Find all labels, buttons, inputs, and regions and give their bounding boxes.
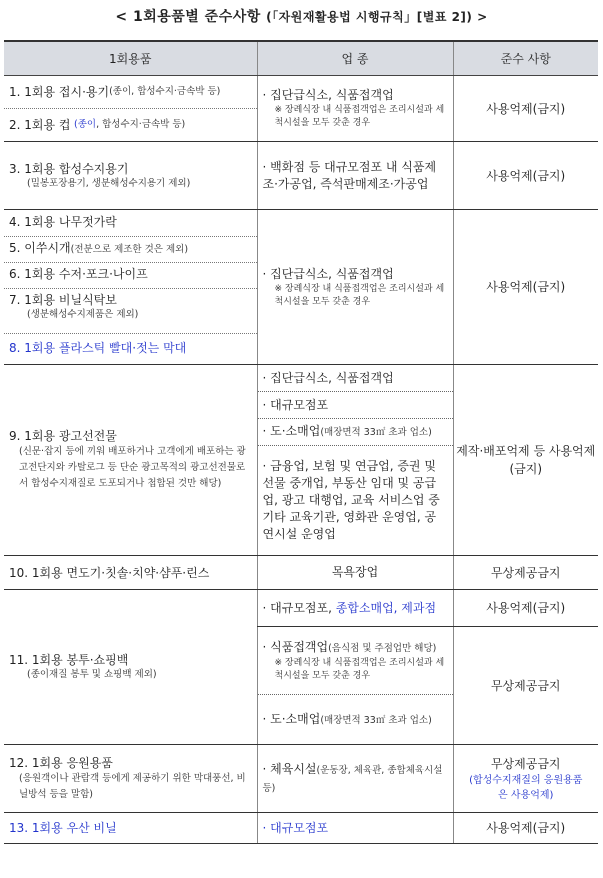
table-row (4, 745, 598, 813)
business-cell: · 체육시설(운동장, 체육관, 종합체육시설 등) (257, 745, 453, 813)
item-cell: 10. 1회용 면도기·칫솔·치약·샴푸·린스 (4, 556, 257, 590)
item-cell: 12. 1회용 응원용품 (응원객이나 관람객 등에게 제공하기 위한 막대풍선, 비닐방석 등을 말함) (4, 745, 257, 813)
item-cell: 1. 1회용 접시·용기 (종이, 합성수지·금속박 등) 2. 1회용 컵 (종이 , 합성수지·금속박 등) (4, 76, 257, 142)
item-cell: 11. 1회용 봉투·쇼핑백 (종이재질 봉투 및 쇼핑백 제외) (4, 590, 257, 745)
table-row (4, 365, 598, 392)
page-title: < 1회용품별 준수사항 (「자원재활용법 시행규칙」[별표 2]) > (115, 9, 488, 25)
rule-cell: 사용억제(금지) (453, 813, 598, 844)
table-row (4, 76, 598, 142)
rule-cell: 사용억제(금지) (453, 76, 598, 142)
rule-cell: 사용억제(금지) (453, 590, 598, 627)
business-cell: · 대규모점포 (257, 392, 453, 419)
rule-cell: 제작·배포억제 등 사용억제(금지) (453, 365, 598, 556)
header-rule: 준수 사항 (453, 41, 598, 76)
business-cell: 목욕장업 (257, 556, 453, 590)
item-cell: 3. 1회용 합성수지용기 (밀봉포장용기, 생분해성수지용기 제외) (4, 142, 257, 210)
rule-cell: 사용억제(금지) (453, 142, 598, 210)
header-business: 업 종 (257, 41, 453, 76)
business-cell: · 집단급식소, 식품접객업 ※ 장례식장 내 식품접객업은 조리시설과 세척시설을 모두 갖춘 경우 (257, 210, 453, 365)
table-row (4, 142, 598, 210)
item-cell: 4. 1회용 나무젓가락 5. 이쑤시개(전분으로 제조한 것은 제외) 6. 1회용 수저·포크·나이프 7. 1회용 비닐식탁보 (생분해성수지제품은 제외) 8. 1회용 플라스틱 빨대·젓는 막대 (4, 210, 257, 365)
rule-cell: 무상제공금지 (합성수지재질의 응원용품은 사용억제) (453, 745, 598, 813)
rule-cell: 사용억제(금지) (453, 210, 598, 365)
business-cell: · 금융업, 보험 및 연금업, 증권 및 선물 중개업, 부동산 임대 및 공급업, 광고 대행업, 교육 서비스업 중 기타 교육기관, 영화관 운영업, 공연시설 운영업 (257, 446, 453, 556)
business-cell: · 대규모점포 (257, 813, 453, 844)
table-header-row (4, 41, 598, 76)
business-cell: · 식품접객업(음식점 및 주점업만 해당) ※ 장례식장 내 식품접객업은 조리시설과 세척시설을 모두 갖춘 경우 (257, 627, 453, 695)
header-item: 1회용품 (4, 41, 257, 76)
compliance-table (4, 40, 598, 844)
business-cell: · 집단급식소, 식품접객업 (257, 365, 453, 392)
rule-cell: 무상제공금지 (453, 556, 598, 590)
business-cell: · 도·소매업(매장면적 33㎡ 초과 업소) (257, 419, 453, 446)
rule-cell: 무상제공금지 (453, 627, 598, 745)
table-row (4, 813, 598, 844)
business-cell: · 대규모점포, 종합소매업, 제과점 (257, 590, 453, 627)
business-cell: · 집단급식소, 식품접객업 ※ 장례식장 내 식품접객업은 조리시설과 세척시설을 모두 갖춘 경우 (257, 76, 453, 142)
item-cell: 13. 1회용 우산 비닐 (4, 813, 257, 844)
table-row (4, 210, 598, 365)
item-cell: 9. 1회용 광고선전물 (신문·잡지 등에 끼워 배포하거나 고객에게 배포하는 광고전단지와 카탈로그 등 단순 광고목적의 광고선전물로서 합성수지재질로 도포되거나 첩합된 것만 해당) (4, 365, 257, 556)
table-row (4, 590, 598, 627)
business-cell: · 도·소매업(매장면적 33㎡ 초과 업소) (257, 695, 453, 745)
table-row (4, 556, 598, 590)
business-cell: · 백화점 등 대규모점포 내 식품제조·가공업, 즉석판매제조·가공업 (257, 142, 453, 210)
